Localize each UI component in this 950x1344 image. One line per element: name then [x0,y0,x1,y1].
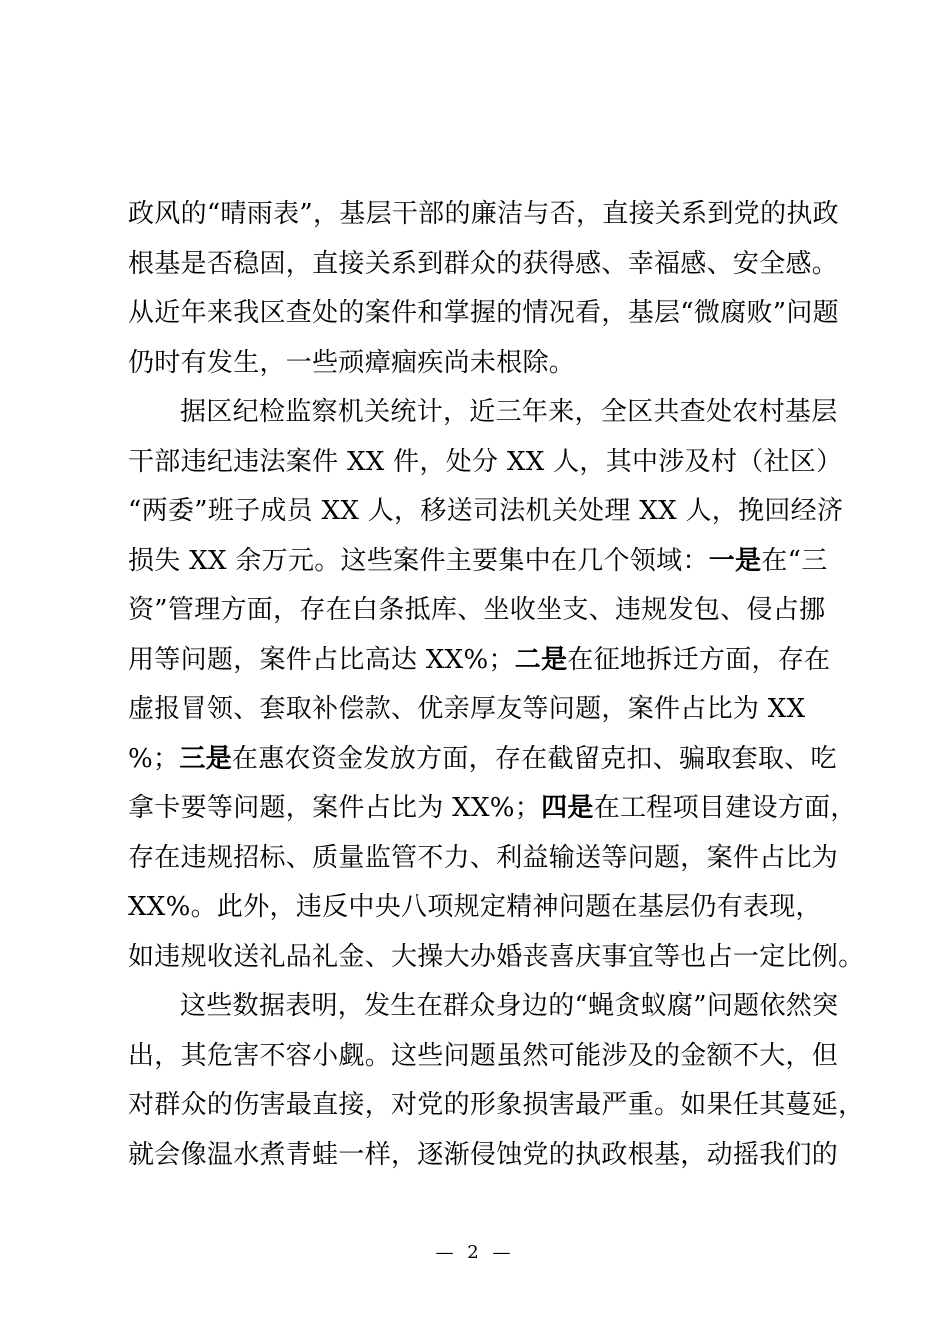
text-span: 在“三 [761,545,828,576]
text-line: 政风的“晴雨表”，基层干部的廉洁与否，直接关系到党的执政 [128,199,839,229]
page-number: — 2 — [435,1242,515,1263]
paragraph-3 [128,982,865,1180]
text-line [128,784,857,834]
text-line: 资”管理方面，存在白条抵库、坐收坐支、违规发包、侵占挪 [128,595,826,625]
text-line: 根基是否稳固，直接关系到群众的获得感、幸福感、安全感。 [128,248,839,279]
document-body [128,190,865,1180]
text-line [128,636,831,686]
text-line: 据区纪检监察机关统计，近三年来，全区共查处农村基层 [180,397,838,427]
text-line: 存在违规招标、质量监管不力、利益输送等问题，案件占比为 [128,842,839,873]
text-span: 拿卡要等问题，案件占比为 XX%； [128,793,542,823]
bold-ordinal: 二是 [514,644,568,675]
bold-ordinal: 三是 [179,743,232,774]
text-line: 干部违纪违法案件 XX 件，处分 XX 人，其中涉及村（社区） [128,446,843,477]
text-line: 就会像温水煮青蛙一样，逐渐侵蚀党的执政根基，动摇我们的 [128,1139,839,1170]
text-line: 如违规收送礼品礼金、大操大办婚丧喜庆事宜等也占一定比例。 [128,941,865,972]
text-span: %； [128,743,180,774]
text-line [128,537,828,587]
text-span: 损失 XX 余万元。这些案件主要集中在几个领域： [128,545,709,576]
text-line: 从近年来我区查处的案件和掌握的情况看，基层“微腐败”问题 [128,298,839,328]
text-span: 在惠农资金发放方面，存在截留克扣、骗取套取、吃 [231,743,837,774]
text-span: 在工程项目建设方面， [593,793,857,823]
text-span: 在征地拆迁方面，存在 [567,644,831,675]
text-line: XX%。此外，违反中央八项规定精神问题在基层仍有表现， [128,892,822,922]
paragraph-2 [128,388,865,982]
text-line: 对群众的伤害最直接，对党的形象损害最严重。如果任其蔓延， [128,1090,865,1120]
bold-ordinal: 四是 [541,793,594,823]
text-line [128,735,837,785]
text-line: 出，其危害不容小觑。这些问题虽然可能涉及的金额不大，但 [128,1040,839,1071]
text-line: 虚报冒领、套取补偿款、优亲厚友等问题，案件占比为 XX [128,694,806,724]
text-line: “两委”班子成员 XX 人，移送司法机关处理 XX 人，挽回经济 [128,496,844,526]
paragraph-1 [128,190,839,388]
bold-ordinal: 一是 [708,545,762,576]
text-line: 仍时有发生，一些顽瘴痼疾尚未根除。 [128,347,576,378]
text-span: 用等问题，案件占比高达 XX%； [128,644,515,675]
text-line: 这些数据表明，发生在群众身边的“蝇贪蚁腐”问题依然突 [180,991,839,1021]
